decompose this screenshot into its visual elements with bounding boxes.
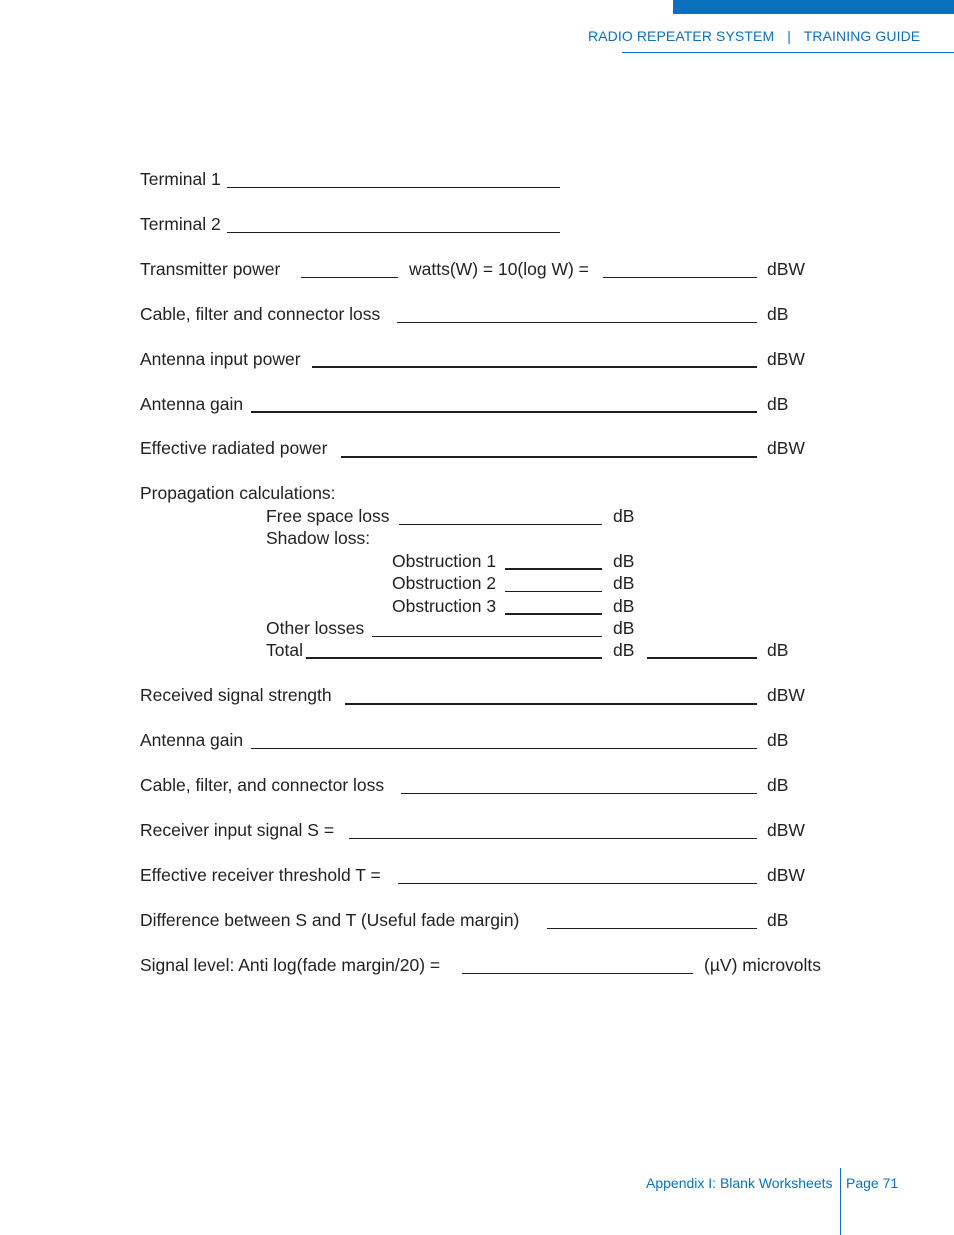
fade-margin-unit: dB [767, 910, 789, 930]
obstruction-2-blank[interactable] [505, 591, 602, 592]
signal-level-label: Signal level: Anti log(fade margin/20) = [140, 955, 441, 975]
total-blank[interactable] [306, 657, 602, 659]
cable-loss-blank[interactable] [397, 322, 757, 323]
received-signal-label: Received signal strength [140, 685, 332, 705]
terminal-1-label: Terminal 1 [140, 169, 221, 189]
receiver-threshold-unit: dBW [767, 865, 805, 885]
header-accent-bar [673, 0, 954, 14]
cable-loss-unit: dB [767, 304, 789, 324]
erp-label: Effective radiated power [140, 438, 328, 458]
erp-unit: dBW [767, 438, 805, 458]
obstruction-2-label: Obstruction 2 [392, 573, 497, 593]
total-label: Total [266, 640, 303, 660]
receive-antenna-gain-blank[interactable] [251, 748, 757, 749]
free-space-loss-label: Free space loss [266, 506, 390, 526]
footer-section-title: Appendix I: Blank Worksheets [646, 1175, 833, 1191]
terminal-1-blank[interactable] [227, 187, 560, 188]
obstruction-3-blank[interactable] [505, 613, 602, 615]
antenna-gain-unit: dB [767, 394, 789, 414]
antenna-gain-label: Antenna gain [140, 394, 244, 414]
page-number: Page 71 [846, 1175, 899, 1191]
total-carry-blank[interactable] [647, 657, 757, 659]
header-system-title: RADIO REPEATER SYSTEM [588, 28, 775, 44]
receiver-input-label: Receiver input signal S = [140, 820, 335, 840]
receiver-threshold-blank[interactable] [398, 883, 757, 884]
receiver-input-blank[interactable] [349, 838, 757, 839]
antenna-input-power-unit: dBW [767, 349, 805, 369]
fade-margin-label: Difference between S and T (Useful fade margin) [140, 910, 520, 930]
receive-cable-loss-label: Cable, filter, and connector loss [140, 775, 385, 795]
obstruction-1-blank[interactable] [505, 568, 602, 570]
signal-level-blank[interactable] [462, 973, 693, 974]
transmitter-dbw-blank[interactable] [603, 277, 757, 278]
other-losses-label: Other losses [266, 618, 365, 638]
receive-antenna-gain-unit: dB [767, 730, 789, 750]
antenna-input-power-label: Antenna input power [140, 349, 301, 369]
obstruction-3-label: Obstruction 3 [392, 596, 497, 616]
header-rule [622, 52, 954, 53]
transmitter-power-unit: dBW [767, 259, 805, 279]
free-space-loss-unit: dB [613, 506, 635, 526]
other-losses-unit: dB [613, 618, 635, 638]
other-losses-blank[interactable] [372, 636, 602, 637]
transmitter-power-label: Transmitter power [140, 259, 281, 279]
antenna-input-power-blank[interactable] [312, 366, 757, 368]
header-separator: | [787, 28, 791, 44]
terminal-2-label: Terminal 2 [140, 214, 221, 234]
received-signal-unit: dBW [767, 685, 805, 705]
receive-antenna-gain-label: Antenna gain [140, 730, 244, 750]
obstruction-1-unit: dB [613, 551, 635, 571]
terminal-2-blank[interactable] [227, 232, 560, 233]
receiver-input-unit: dBW [767, 820, 805, 840]
cable-loss-label: Cable, filter and connector loss [140, 304, 381, 324]
obstruction-1-label: Obstruction 1 [392, 551, 497, 571]
fade-margin-blank[interactable] [547, 928, 757, 929]
obstruction-2-unit: dB [613, 573, 635, 593]
obstruction-3-unit: dB [613, 596, 635, 616]
receive-cable-loss-blank[interactable] [401, 793, 757, 794]
shadow-loss-label: Shadow loss: [266, 528, 371, 548]
signal-level-unit: (µV) microvolts [704, 955, 822, 975]
receiver-threshold-label: Effective receiver threshold T = [140, 865, 381, 885]
total-unit: dB [613, 640, 635, 660]
erp-blank[interactable] [341, 456, 757, 458]
free-space-loss-blank[interactable] [399, 524, 602, 525]
propagation-heading: Propagation calculations: [140, 483, 336, 503]
watts-formula-label: watts(W) = 10(log W) = [409, 259, 589, 279]
running-header [588, 28, 920, 44]
received-signal-blank[interactable] [345, 703, 757, 705]
header-guide-title: TRAINING GUIDE [803, 28, 921, 44]
transmitter-watts-blank[interactable] [301, 277, 398, 278]
antenna-gain-blank[interactable] [251, 411, 757, 413]
total-carry-unit: dB [767, 640, 789, 660]
footer-divider [840, 1168, 841, 1235]
receive-cable-loss-unit: dB [767, 775, 789, 795]
